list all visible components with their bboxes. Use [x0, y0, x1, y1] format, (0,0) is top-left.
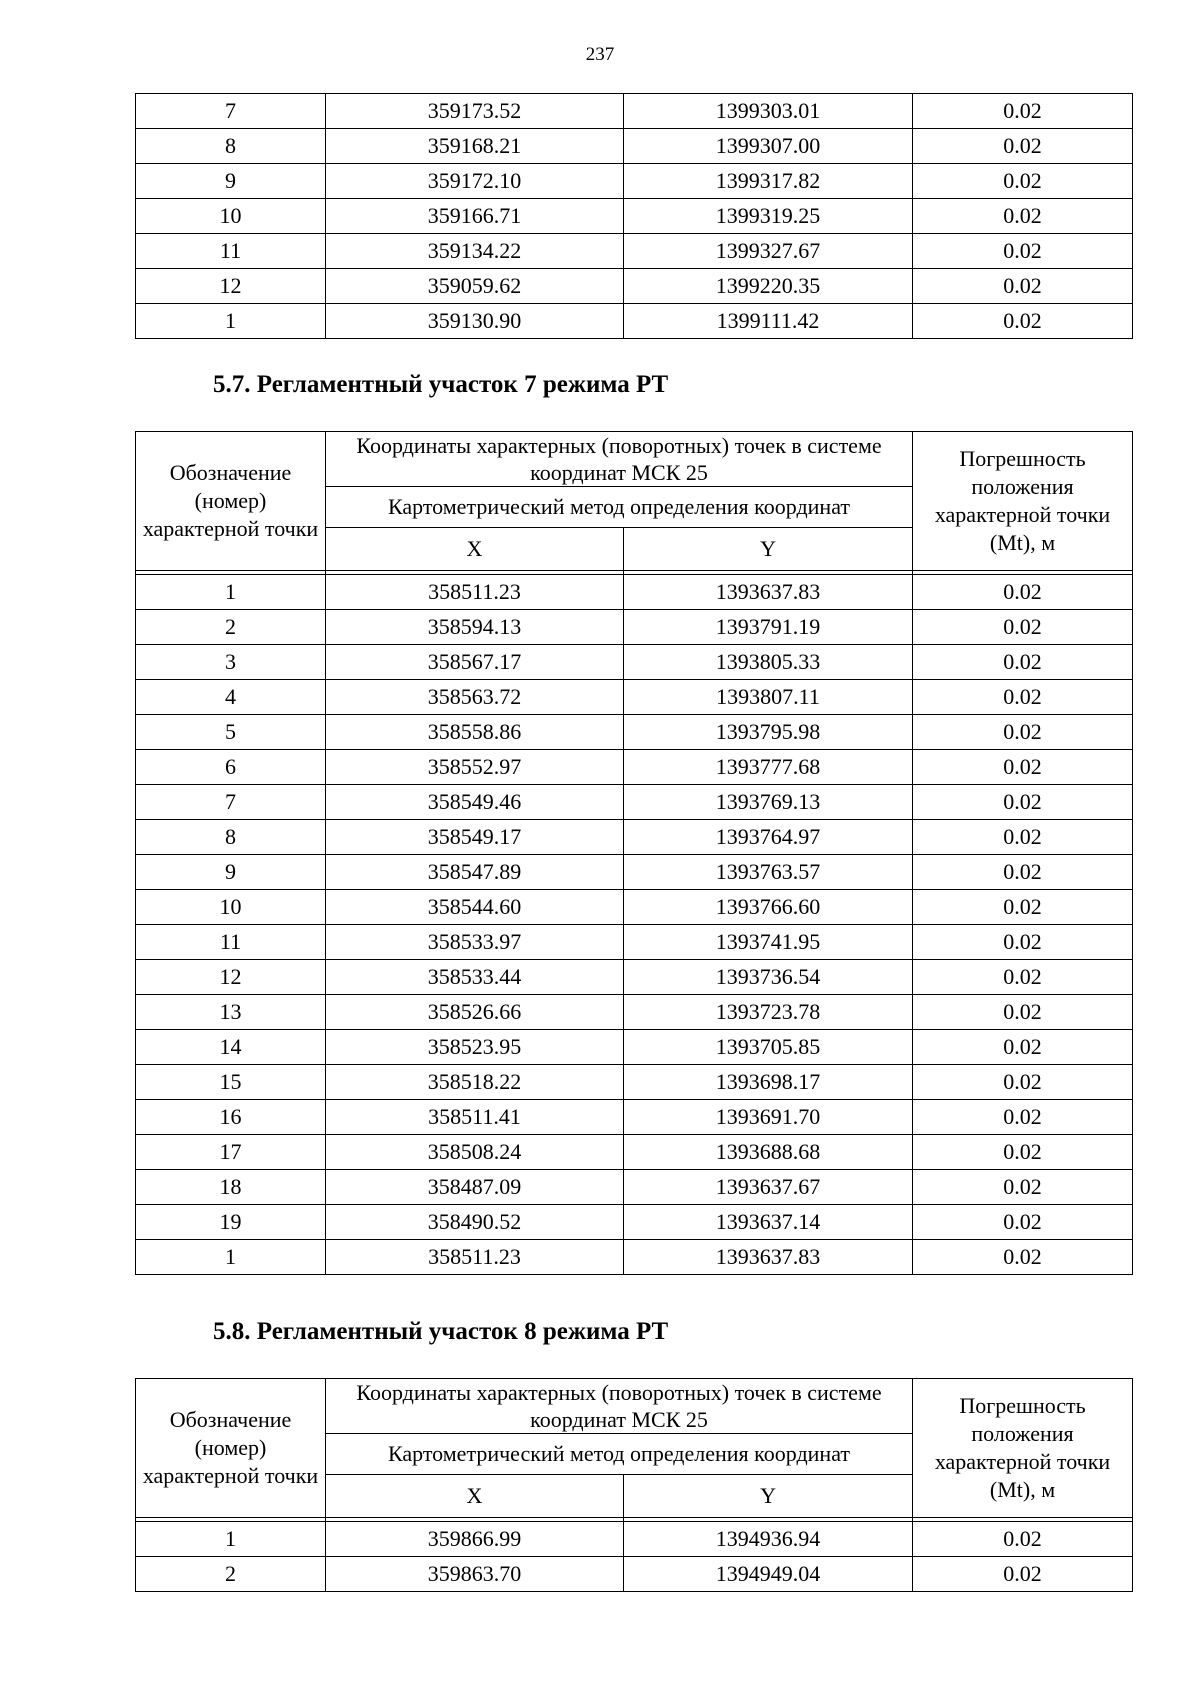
- x-value: 358511.23: [326, 1240, 624, 1275]
- point-number: 1: [136, 304, 326, 339]
- table-row: [136, 1557, 1133, 1592]
- y-value: 1393705.85: [624, 1030, 913, 1065]
- point-number: 1: [136, 1240, 326, 1275]
- error-value: 0.02: [913, 304, 1133, 339]
- error-value: 0.02: [913, 645, 1133, 680]
- x-value: 359866.99: [326, 1522, 624, 1557]
- table-row: [136, 269, 1133, 304]
- table-row: [136, 890, 1133, 925]
- table-row: [136, 164, 1133, 199]
- y-value: 1399111.42: [624, 304, 913, 339]
- coordinates-table-5-8: [135, 1378, 1133, 1592]
- error-value: 0.02: [913, 1170, 1133, 1205]
- y-value: 1399220.35: [624, 269, 913, 304]
- y-value: 1393637.67: [624, 1170, 913, 1205]
- point-number: 7: [136, 94, 326, 129]
- point-number: 2: [136, 610, 326, 645]
- x-value: 359863.70: [326, 1557, 624, 1592]
- x-value: 359173.52: [326, 94, 624, 129]
- error-value: 0.02: [913, 1522, 1133, 1557]
- header-coordinates-system: Координаты характерных (поворотных) точек в системе координат МСК 25: [326, 1379, 913, 1434]
- error-value: 0.02: [913, 1205, 1133, 1240]
- table-row: [136, 680, 1133, 715]
- point-number: 10: [136, 890, 326, 925]
- error-value: 0.02: [913, 960, 1133, 995]
- y-value: 1393637.83: [624, 575, 913, 610]
- error-value: 0.02: [913, 715, 1133, 750]
- x-value: 359166.71: [326, 199, 624, 234]
- x-value: 358549.46: [326, 785, 624, 820]
- y-value: 1393805.33: [624, 645, 913, 680]
- x-value: 358487.09: [326, 1170, 624, 1205]
- table-row: [136, 960, 1133, 995]
- error-value: 0.02: [913, 680, 1133, 715]
- point-number: 7: [136, 785, 326, 820]
- x-value: 358518.22: [326, 1065, 624, 1100]
- table-row: [136, 199, 1133, 234]
- error-value: 0.02: [913, 1100, 1133, 1135]
- y-value: 1393691.70: [624, 1100, 913, 1135]
- y-value: 1393777.68: [624, 750, 913, 785]
- table-row: [136, 855, 1133, 890]
- error-value: 0.02: [913, 1065, 1133, 1100]
- error-value: 0.02: [913, 890, 1133, 925]
- x-value: 359130.90: [326, 304, 624, 339]
- error-value: 0.02: [913, 855, 1133, 890]
- point-number: 18: [136, 1170, 326, 1205]
- header-point-designation: Обозначение (номер) характерной точки: [136, 1379, 326, 1518]
- y-value: 1393736.54: [624, 960, 913, 995]
- header-error: Погрешность положения характерной точки (Mt), м: [913, 1379, 1133, 1518]
- table-row: [136, 1522, 1133, 1557]
- page-number: 237: [585, 44, 615, 65]
- table-row: [136, 575, 1133, 610]
- y-value: 1394949.04: [624, 1557, 913, 1592]
- table-row: [136, 715, 1133, 750]
- point-number: 5: [136, 715, 326, 750]
- x-value: 359134.22: [326, 234, 624, 269]
- table-row: [136, 304, 1133, 339]
- table-row: [136, 1100, 1133, 1135]
- header-point-designation: Обозначение (номер) характерной точки: [136, 432, 326, 571]
- table-row: [136, 1030, 1133, 1065]
- table-row: [136, 1170, 1133, 1205]
- header-x: X: [326, 1475, 624, 1518]
- y-value: 1399327.67: [624, 234, 913, 269]
- table-row: [136, 925, 1133, 960]
- y-value: 1393807.11: [624, 680, 913, 715]
- point-number: 15: [136, 1065, 326, 1100]
- point-number: 8: [136, 129, 326, 164]
- table-row: [136, 1135, 1133, 1170]
- table-row: [136, 610, 1133, 645]
- header-x: X: [326, 528, 624, 571]
- x-value: 358547.89: [326, 855, 624, 890]
- y-value: 1393637.14: [624, 1205, 913, 1240]
- error-value: 0.02: [913, 1557, 1133, 1592]
- x-value: 358594.13: [326, 610, 624, 645]
- error-value: 0.02: [913, 575, 1133, 610]
- y-value: 1393741.95: [624, 925, 913, 960]
- table-row: [136, 785, 1133, 820]
- header-method: Картометрический метод определения координат: [326, 487, 913, 528]
- x-value: 358523.95: [326, 1030, 624, 1065]
- x-value: 359059.62: [326, 269, 624, 304]
- x-value: 359168.21: [326, 129, 624, 164]
- y-value: 1393791.19: [624, 610, 913, 645]
- table-row: [136, 820, 1133, 855]
- error-value: 0.02: [913, 269, 1133, 304]
- error-value: 0.02: [913, 995, 1133, 1030]
- x-value: 359172.10: [326, 164, 624, 199]
- error-value: 0.02: [913, 610, 1133, 645]
- point-number: 4: [136, 680, 326, 715]
- point-number: 11: [136, 925, 326, 960]
- table-row: [136, 1240, 1133, 1275]
- y-value: 1393698.17: [624, 1065, 913, 1100]
- error-value: 0.02: [913, 199, 1133, 234]
- y-value: 1393637.83: [624, 1240, 913, 1275]
- section-heading-5-8: 5.8. Регламентный участок 8 режима РТ: [213, 1318, 669, 1345]
- table-row: [136, 1065, 1133, 1100]
- error-value: 0.02: [913, 820, 1133, 855]
- error-value: 0.02: [913, 129, 1133, 164]
- table-row: [136, 234, 1133, 269]
- x-value: 358511.23: [326, 575, 624, 610]
- header-error: Погрешность положения характерной точки (Mt), м: [913, 432, 1133, 571]
- x-value: 358567.17: [326, 645, 624, 680]
- error-value: 0.02: [913, 925, 1133, 960]
- x-value: 358490.52: [326, 1205, 624, 1240]
- y-value: 1393766.60: [624, 890, 913, 925]
- point-number: 1: [136, 1522, 326, 1557]
- x-value: 358549.17: [326, 820, 624, 855]
- point-number: 6: [136, 750, 326, 785]
- y-value: 1393763.57: [624, 855, 913, 890]
- table-row: [136, 94, 1133, 129]
- point-number: 3: [136, 645, 326, 680]
- x-value: 358552.97: [326, 750, 624, 785]
- error-value: 0.02: [913, 164, 1133, 199]
- coordinates-table-5-7: [135, 431, 1133, 1275]
- error-value: 0.02: [913, 234, 1133, 269]
- point-number: 11: [136, 234, 326, 269]
- point-number: 9: [136, 164, 326, 199]
- point-number: 1: [136, 575, 326, 610]
- x-value: 358508.24: [326, 1135, 624, 1170]
- y-value: 1394936.94: [624, 1522, 913, 1557]
- y-value: 1393795.98: [624, 715, 913, 750]
- header-method: Картометрический метод определения координат: [326, 1434, 913, 1475]
- error-value: 0.02: [913, 1240, 1133, 1275]
- y-value: 1393688.68: [624, 1135, 913, 1170]
- header-y: Y: [624, 1475, 913, 1518]
- y-value: 1399317.82: [624, 164, 913, 199]
- error-value: 0.02: [913, 750, 1133, 785]
- coordinates-table-continued: [135, 93, 1133, 339]
- point-number: 9: [136, 855, 326, 890]
- table-row: [136, 645, 1133, 680]
- header-coordinates-system: Координаты характерных (поворотных) точек в системе координат МСК 25: [326, 432, 913, 487]
- error-value: 0.02: [913, 94, 1133, 129]
- error-value: 0.02: [913, 1030, 1133, 1065]
- point-number: 16: [136, 1100, 326, 1135]
- section-heading-5-7: 5.7. Регламентный участок 7 режима РТ: [213, 371, 669, 398]
- y-value: 1393769.13: [624, 785, 913, 820]
- x-value: 358533.97: [326, 925, 624, 960]
- y-value: 1393764.97: [624, 820, 913, 855]
- x-value: 358544.60: [326, 890, 624, 925]
- point-number: 10: [136, 199, 326, 234]
- y-value: 1393723.78: [624, 995, 913, 1030]
- x-value: 358511.41: [326, 1100, 624, 1135]
- x-value: 358563.72: [326, 680, 624, 715]
- point-number: 2: [136, 1557, 326, 1592]
- y-value: 1399319.25: [624, 199, 913, 234]
- point-number: 17: [136, 1135, 326, 1170]
- error-value: 0.02: [913, 1135, 1133, 1170]
- table-row: [136, 1205, 1133, 1240]
- table-row: [136, 995, 1133, 1030]
- point-number: 12: [136, 960, 326, 995]
- point-number: 12: [136, 269, 326, 304]
- table-row: [136, 129, 1133, 164]
- y-value: 1399307.00: [624, 129, 913, 164]
- point-number: 19: [136, 1205, 326, 1240]
- header-y: Y: [624, 528, 913, 571]
- error-value: 0.02: [913, 785, 1133, 820]
- point-number: 8: [136, 820, 326, 855]
- x-value: 358526.66: [326, 995, 624, 1030]
- table-row: [136, 750, 1133, 785]
- point-number: 13: [136, 995, 326, 1030]
- x-value: 358533.44: [326, 960, 624, 995]
- y-value: 1399303.01: [624, 94, 913, 129]
- x-value: 358558.86: [326, 715, 624, 750]
- point-number: 14: [136, 1030, 326, 1065]
